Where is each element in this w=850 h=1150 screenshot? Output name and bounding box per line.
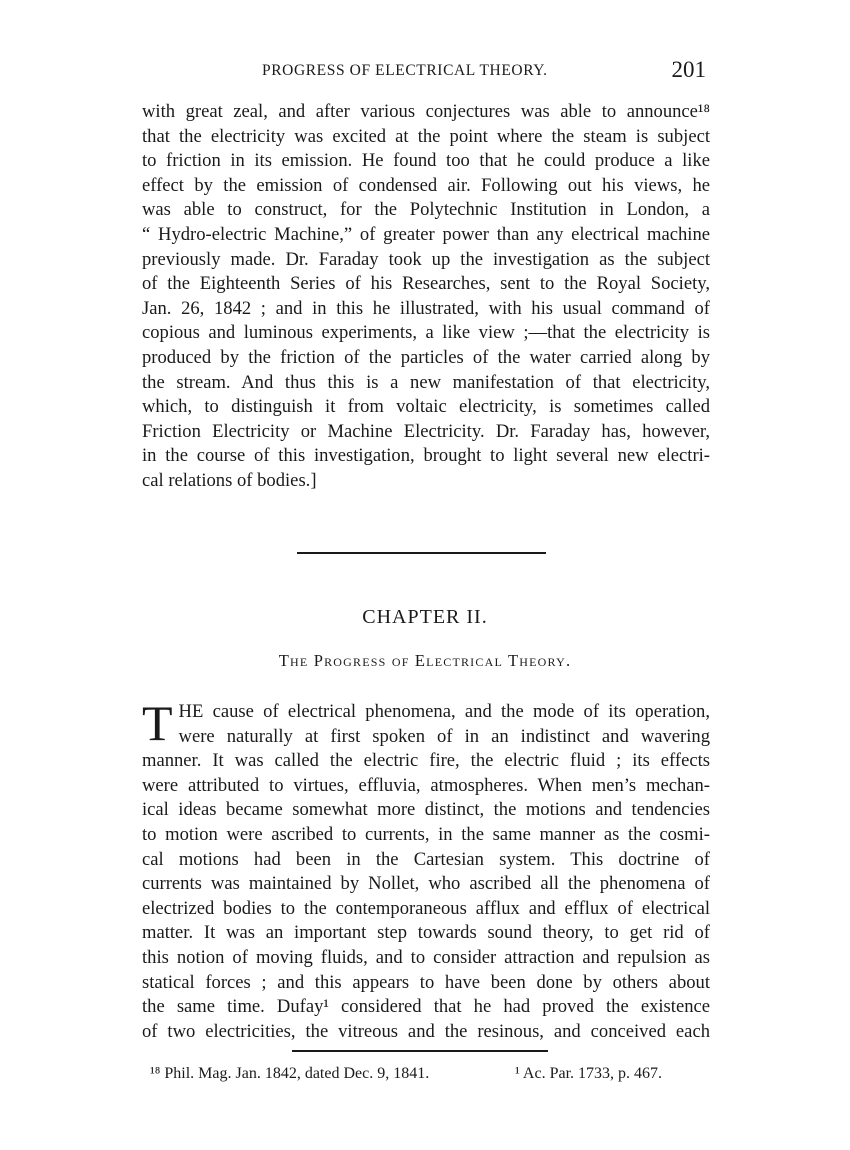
- text-line: HE cause of electrical phenomena, and the mode of its operation,: [178, 701, 710, 722]
- text-line: of two electricities, the vitreous and the resinous, and conceived each: [142, 1020, 710, 1042]
- text-line: with great zeal, and after various conjectures was able to announce¹⁸: [142, 101, 710, 122]
- text-line: matter. It was an important step towards sound theory, to get rid of: [142, 922, 710, 944]
- text-line: to motion were ascribed to currents, in the same manner as the cosmi-: [142, 823, 710, 845]
- running-title: PROGRESS OF ELECTRICAL THEORY.: [262, 62, 548, 79]
- text-line: Friction Electricity or Machine Electricity. Dr. Faraday has, however,: [142, 420, 710, 442]
- text-line: previously made. Dr. Faraday took up the investigation as the subject: [142, 248, 710, 270]
- text-line: copious and luminous experiments, a like view ;—that the electricity is: [142, 322, 710, 344]
- footnote-1: ¹ Ac. Par. 1733, p. 467.: [515, 1065, 663, 1082]
- text-line: statical forces ; and this appears to have been done by others about: [142, 971, 710, 993]
- text-line: this notion of moving fluids, and to consider attraction and repulsion as: [142, 946, 710, 968]
- text-line: that the electricity was excited at the point where the steam is subject: [142, 125, 710, 147]
- text-line: effect by the emission of condensed air. Following out his views, he: [142, 174, 710, 196]
- text-line: ical ideas became somewhat more distinct, the motions and tendencies: [142, 799, 710, 821]
- text-line: in the course of this investigation, brought to light several new electri-: [142, 445, 710, 467]
- drop-cap: T: [142, 695, 173, 751]
- text-line: the same time. Dufay¹ considered that he had proved the existence: [142, 996, 710, 1018]
- paragraph-continuation: [142, 100, 710, 494]
- text-line: electrized bodies to the contemporaneous afflux and efflux of electrical: [142, 897, 710, 919]
- section-divider: [297, 552, 546, 554]
- text-line: currents was maintained by Nollet, who ascribed all the phenomena of: [142, 873, 710, 895]
- chapter-opening-paragraph: [142, 695, 710, 1044]
- text-line: manner. It was called the electric fire, the electric fluid ; its effects: [142, 750, 710, 772]
- chapter-subtitle: The Progress of Electrical Theory.: [278, 651, 572, 670]
- text-line: the stream. And thus this is a new manifestation of that electricity,: [142, 371, 710, 393]
- text-line: which, to distinguish it from voltaic electricity, is sometimes called: [142, 396, 710, 418]
- footnote-18: ¹⁸ Phil. Mag. Jan. 1842, dated Dec. 9, 1841.: [150, 1065, 430, 1082]
- text-line: produced by the friction of the particles of the water carried along by: [142, 346, 710, 368]
- page-number: 201: [671, 57, 706, 82]
- text-line: cal relations of bodies.]: [142, 469, 317, 491]
- page-header: [142, 57, 708, 88]
- text-line: of the Eighteenth Series of his Researches, sent to the Royal Society,: [142, 273, 710, 295]
- text-line: Jan. 26, 1842 ; and in this he illustrated, with his usual command of: [142, 297, 710, 319]
- footnote-rule: [292, 1050, 548, 1052]
- text-line: were attributed to virtues, effluvia, atmospheres. When men’s mechan-: [142, 774, 710, 796]
- text-line: “ Hydro-electric Machine,” of greater power than any electrical machine: [142, 223, 710, 245]
- text-line: cal motions had been in the Cartesian system. This doctrine of: [142, 848, 710, 870]
- text-line: was able to construct, for the Polytechnic Institution in London, a: [142, 199, 710, 221]
- chapter-title: CHAPTER II.: [362, 606, 488, 628]
- text-line: were naturally at first spoken of in an indistinct and wavering: [178, 725, 710, 747]
- text-line: to friction in its emission. He found too that he could produce a like: [142, 150, 710, 172]
